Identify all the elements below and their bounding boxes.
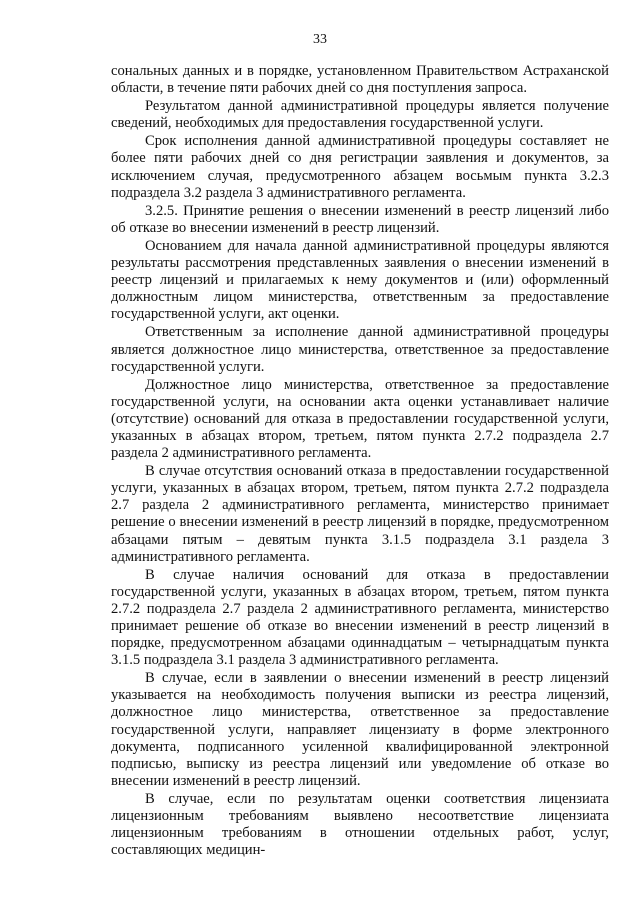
paragraph: В случае, если в заявлении о внесении изменений в реестр лицензий указывается на необходимость получения выписки из реестра лицензий, должностное лицо министерства, ответственное за предоставление государственной услуги, направляет лицензиату в форме электронного документа, подписанного усиленной квалифицированной электронной подписью, выписку из реестра лицензий или уведомление об отказе во внесении изменений в реестр лицензий. <box>111 670 609 789</box>
paragraph: Срок исполнения данной административной процедуры составляет не более пяти рабочих дней со дня регистрации заявления и документов, за исключением случая, предусмотренного абзацем восьмым пункта 3.2.3 подраздела 3.2 раздела 3 административного регламента. <box>111 133 609 201</box>
paragraph: Основанием для начала данной административной процедуры являются результаты рассмотрения представленных заявления о внесении изменений в реестр лицензий и прилагаемых к нему документов и (или) оформленный должностным лицом министерства, ответственным за предоставление государственной услуги, акт оценки. <box>111 237 609 323</box>
document-body <box>111 63 609 859</box>
paragraph: Ответственным за исполнение данной административной процедуры является должностное лицо министерства, ответственное за предоставление государственной услуги. <box>111 324 609 375</box>
paragraph: сональных данных и в порядке, установленном Правительством Астраханской области, в течение пяти рабочих дней со дня поступления запроса. <box>111 63 609 97</box>
paragraph: В случае наличия оснований для отказа в предоставлении государственной услуги, указанных в абзацах втором, третьем, пятом пункта 2.7.2 подраздела 2.7 раздела 2 административного регламента, министерство принимает решение об отказе во внесении изменений в реестр лицензий в порядке, предусмотренном абзацами одиннадцатым – четырнадцатым пункта 3.1.5 подраздела 3.1 раздела 3 административного регламента. <box>111 566 609 669</box>
section-heading: 3.2.5. Принятие решения о внесении изменений в реестр лицензий либо об отказе во внесении изменений в реестр лицензий. <box>111 202 609 236</box>
paragraph: В случае, если по результатам оценки соответствия лицензиата лицензионным требованиям выявлено несоответствие лицензиата лицензионным требованиям в отношении отдельных работ, услуг, составляющих медицин- <box>111 790 609 859</box>
page-number: 33 <box>313 32 327 47</box>
paragraph: Должностное лицо министерства, ответственное за предоставление государственной услуги, на основании акта оценки устанавливает наличие (отсутствие) оснований для отказа в предоставлении государственной услуги, указанных в абзацах втором, третьем, пятом пункта 2.7.2 подраздела 2.7 раздела 2 административного регламента. <box>111 376 609 462</box>
paragraph: Результатом данной административной процедуры является получение сведений, необходимых для предоставления государственной услуги. <box>111 98 609 132</box>
paragraph: В случае отсутствия оснований отказа в предоставлении государственной услуги, указанных в абзацах втором, третьем, пятом пункта 2.7.2 подраздела 2.7 раздела 2 административного регламента, министерство принимает решение о внесении изменений в реестр лицензий в порядке, предусмотренном абзацами пятым – девятым пункта 3.1.5 подраздела 3.1 раздела 3 административного регламента. <box>111 463 609 565</box>
